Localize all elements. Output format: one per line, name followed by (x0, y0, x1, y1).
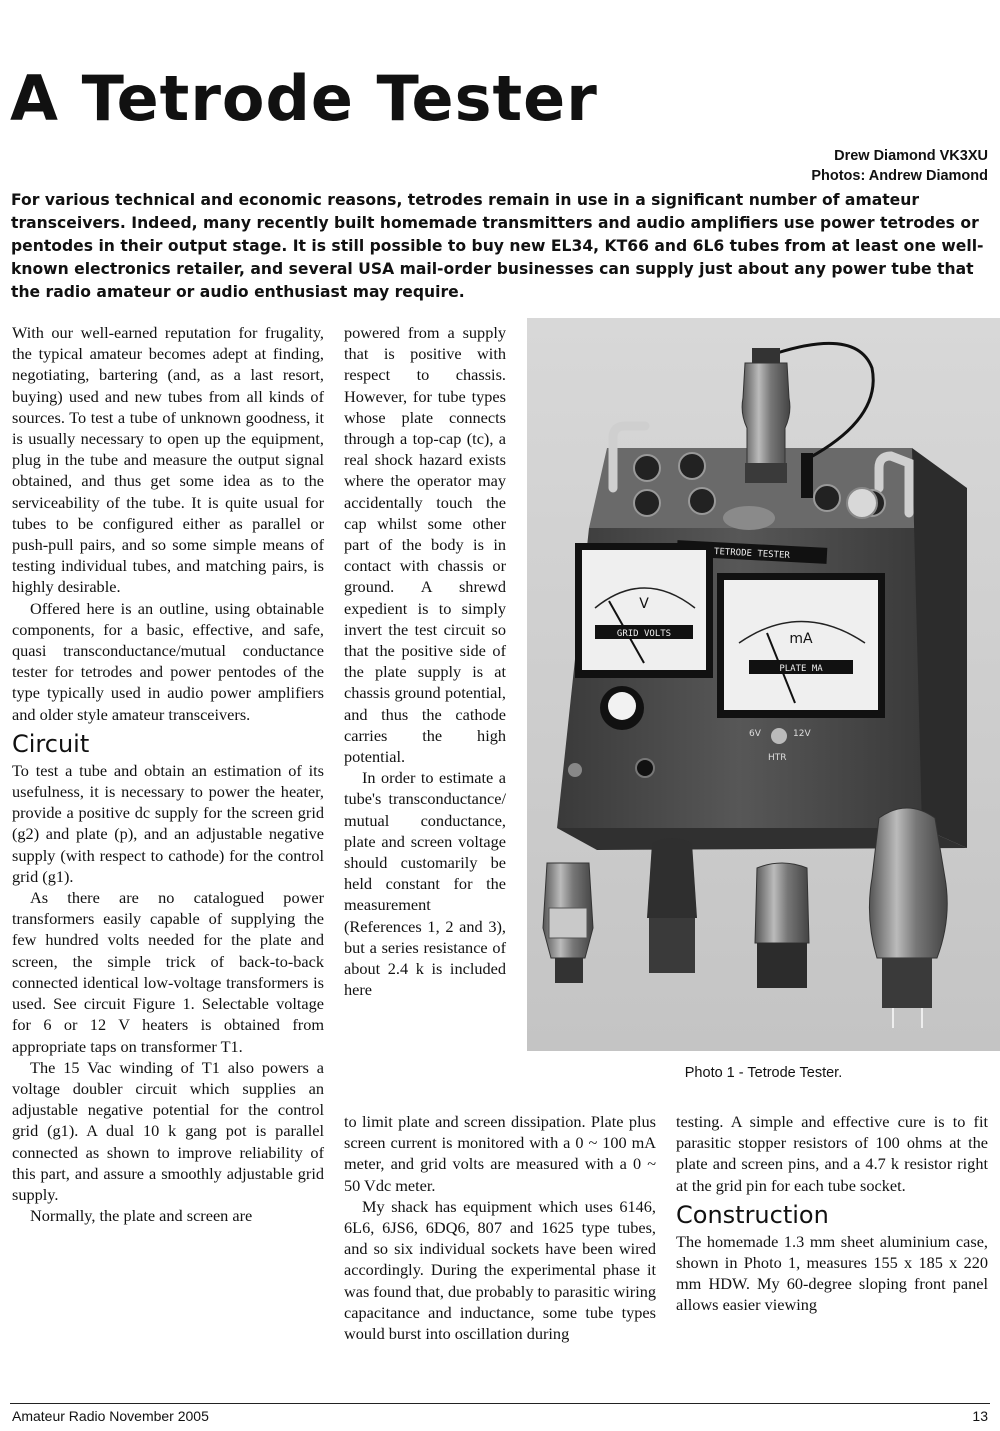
meter-2-unit: mA (789, 631, 813, 647)
paragraph: The 15 Vac winding of T1 also powers a voltage doubler circuit which supplies an adjustable negative potential for the control grid (g1). A dual 10 k gang pot is parallel connected as shown to improve reliability of this part, and assure a smoothly adjustable grid supply. (12, 1057, 324, 1204)
meter-2-label: PLATE MA (779, 664, 823, 674)
plate-ma-meter (717, 573, 885, 718)
paragraph: testing. A simple and effective cure is to fit parasitic stopper resistors of 100 ohms at the plate and screen pins, and a 4.7 k resistor right at the grid pin for each tube socket. (676, 1112, 988, 1195)
column-2-lower (344, 1111, 656, 1344)
panel-label: TETRODE TESTER (713, 547, 791, 561)
footer-publication: Amateur Radio November 2005 (12, 1408, 209, 1424)
section-heading-construction: Construction (676, 1200, 829, 1229)
photo-credit: Photos: Andrew Diamond (811, 168, 988, 184)
paragraph: Normally, the plate and screen are (30, 1206, 253, 1226)
author: Drew Diamond VK3XU (834, 148, 988, 164)
byline (811, 146, 988, 186)
footer-rule (10, 1403, 990, 1404)
meter-1-unit: V (639, 596, 649, 612)
paragraph: To test a tube and obtain an estimation of its usefulness, it is necessary to power the heater, provide a positive dc supply for the screen grid (g2) and plate (p), and an adjustable negative supply (with respect to cathode) for the control grid (g1). (12, 760, 324, 886)
column-3 (676, 1111, 988, 1316)
paragraph: As there are no catalogued power transformers easily capable of supplying the few hundred volts needed for the plate and screen, the simple trick of back-to-back connected identical low-voltage transformers is used. See circuit Figure 1. Selectable voltage for 6 or 12 V heaters is obtained from appropriate taps on transformer T1. (12, 888, 324, 1056)
column-1 (12, 322, 324, 1226)
article-title: A Tetrode Tester (10, 62, 598, 135)
paragraph: In order to estimate a tube's transconductance/ mutual conductance, plate and screen voltage should customarily be held constant for the measurement (References 1, 2 and 3), but a series resistance of about 2.4 k is included here (344, 768, 506, 1000)
paragraph: Offered here is an outline, using obtainable components, for a basic, effective, and safe, quasi transconductance/mutual conductance tester for tetrodes and power pentodes of the type typically used in audio power amplifiers and older style amateur transceivers. (12, 598, 324, 724)
switch-right-label: 12V (793, 729, 811, 739)
section-heading-circuit: Circuit (12, 729, 90, 758)
grid-volts-meter (575, 543, 713, 678)
intro-paragraph: For various technical and economic reasons, tetrodes remain in use in a significant number of amateur transceivers. Indeed, many recently built homemade transmitters and audio amplifiers use power tetrodes or pentodes in their output stage. It is still possible to buy new EL34, KT66 and 6L6 tubes from at least one well-known electronics retailer, and several USA mail-order businesses can supply just about any power tube that the radio amateur or audio enthusiast may require. (11, 191, 984, 301)
switch-left-label: 6V (749, 729, 761, 739)
paragraph: With our well-earned reputation for frugality, the typical amateur becomes adept at finding, negotiating, bartering (and, as a last resort, buying) used and new tubes from all kinds of sources. To test a tube of unknown goodness, it is usually necessary to open up the equipment, plug in the tube and measure the output signal obtained, and thus get some idea as to the serviceability of the tube. It is quite usual for tubes to be configured either as parallel or push-pull pairs, and so some simple means of testing individual tubes, and matching pairs, is highly desirable. (12, 323, 324, 597)
paragraph: powered from a supply that is positive with respect to chassis. However, for tube types whose plate connects through a top-cap (tc), a real shock hazard exists where the operator may accidentally touch the cap whilst some other part of the body is in contact with chassis or ground. A shrewd expedient is to simply invert the test circuit so that the positive side of the plate supply is at chassis ground potential, and thus the cathode carries the high potential. (344, 323, 506, 767)
paragraph: The homemade 1.3 mm sheet aluminium case, shown in Photo 1, measures 155 x 185 x 220 mm HDW. My 60-degree sloping front panel allows easier viewing (676, 1231, 988, 1315)
paragraph: to limit plate and screen dissipation. Plate plus screen current is monitored with a 0 ~ 100 mA meter, and grid volts are measured with a 0 ~ 50 Vdc meter. (344, 1112, 656, 1195)
photo-caption: Photo 1 - Tetrode Tester. (684, 1065, 843, 1081)
meter-1-label: GRID VOLTS (616, 629, 672, 639)
switch-label: HTR (768, 753, 787, 763)
page-number: 13 (972, 1408, 988, 1424)
photo-tetrode-tester (527, 318, 1000, 1051)
column-2-upper (344, 322, 506, 1001)
paragraph: My shack has equipment which uses 6146, 6L6, 6JS6, 6DQ6, 807 and 1625 type tubes, and so six individual sockets have been wired accordingly. During the experimental phase it was found that, due probably to parasitic wiring capacitance and inductance, some tube types would burst into oscillation during (344, 1196, 656, 1344)
